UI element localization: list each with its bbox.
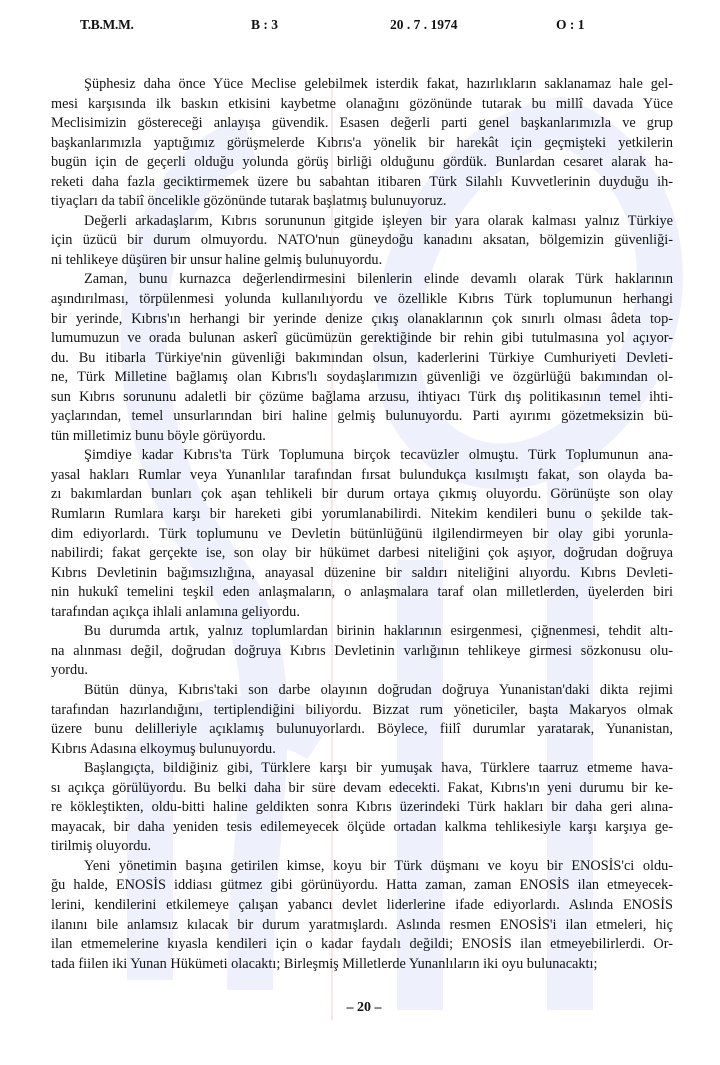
text-line: Şüphesiz daha önce Yüce Meclise gelebilmek isterdik fakat, hazırlıkların saklanamaz hale gel- bbox=[84, 76, 673, 92]
text-line: Kıbrıs Devletinin bağımsızlığına, anayasal düzenine bir saldırı niteliğini alıyordu. Kıbrıs Devleti- bbox=[51, 564, 673, 581]
text-line: bir yerinde, Kıbrıs'ın herhangi bir yerinde denize çıkış olanaklarının çok sınırlı olması âdeta top- bbox=[51, 310, 673, 327]
text-line: için üzücü bir durum olmuyordu. NATO'nun güneydoğu kanadını aksatan, bölgemizin güvenliği- bbox=[51, 232, 673, 249]
text-line: lumumuzun ve orada bulunan askerî gücümüzün gerektiğinde bir rehin gibi tutulmasına yol açıyor- bbox=[51, 330, 673, 347]
page-header bbox=[0, 17, 720, 39]
text-line: Bu durumda artık, yalnız toplumlardan birinin haklarının esirgenmesi, çiğnenmesi, tehdit altı- bbox=[84, 623, 673, 640]
text-line: mesi karşısında ilk baskın etkisini kaybetme olanağını gözönünde tutarak bu millî davada Yüce bbox=[51, 95, 673, 112]
paragraph bbox=[51, 75, 673, 212]
text-line: zı bakımlardan bunları çok aşan tehlikeli bir durum ortaya çıkmış oluyordu. Görünüşte son olay bbox=[51, 486, 673, 503]
paragraph bbox=[51, 446, 673, 622]
text-line: yordu. bbox=[51, 662, 88, 679]
text-line: tarafından açıkça ihlali anlamına geliyordu. bbox=[51, 603, 300, 620]
header-sitting: O : 1 bbox=[556, 17, 585, 32]
text-line: dim ediyorlardı. Türk toplumunu ve Devletin bütünlüğünü ilgilendirmeyen bir olay gibi yorunla- bbox=[51, 525, 673, 542]
text-line: aşındırılması, törpülenmesi yolunda kullanılıyordu ve özellikle Kıbrıs Türk toplumunun herhangi bbox=[51, 291, 673, 308]
text-line: bugün için de geçerli olduğu yolunda görüş birliği olduğunu gördük. Bunlardan cesaret alarak ha- bbox=[51, 154, 673, 171]
text-line: başkanlarımızla yaptığımız görüşmelerde Kıbrıs'a yönelik bir harekât için geçmişteki yetkilerin bbox=[51, 134, 673, 151]
text-line: nabilirdi; fakat gerçekte ise, son olay bir hükümet darbesi niteliğini çok aşıyor, doğrudan doğruya bbox=[51, 545, 673, 562]
paragraph bbox=[51, 212, 673, 271]
page-number: – 20 – bbox=[346, 1000, 382, 1015]
text-line: ğu halde, ENOSİS iddiası gütmez gibi görünüyordu. Hatta zaman, zaman ENOSİS ilan etmeyecek- bbox=[51, 877, 673, 894]
text-line: yaçlarından, temel unsurlarından biri haline gelmiş bulunuyordu. Parti ayırımı gözetmeksizin bü- bbox=[51, 408, 673, 425]
text-line: Başlangıçta, bildiğiniz gibi, Türklere karşı bir yumuşak hava, Türklere taarruz etmeme hava- bbox=[84, 760, 673, 777]
text-line: mayacak, bir daha yeniden tesis edilemeyecek ölçüde ortadan kalkma tehlikesiyle karşı karşıya ge- bbox=[51, 818, 673, 835]
paragraph bbox=[51, 622, 673, 681]
paragraph bbox=[51, 681, 673, 759]
page-footer bbox=[0, 1000, 720, 1016]
text-line: lerini, kendilerini etkilemeye çalışan yabancı devlet liderlerine ifade ediyorlardı. Aslında ENOSİS bbox=[51, 896, 673, 913]
text-line: ilan etmemelerine kıyasla kendileri için o kadar faydalı değildi; ENOSİS ilan etmeyebilirlerdi. Or- bbox=[51, 936, 673, 953]
text-line: tiyaçları da tabiî öncelikle gözönünde tutarak başlatmış bulunuyoruz. bbox=[51, 193, 447, 210]
text-line: ilanını bile anlamsız kılacak bir durum yaratmışlardı. Aslında resmen ENOSİS'i ilan etmeleri, hiç bbox=[51, 916, 673, 933]
text-line: sı açıkça görülüyordu. Bu belki daha bir süre devam edecekti. Fakat, Kıbrıs'ın yeni durumu bir ke- bbox=[51, 779, 673, 796]
header-institution: T.B.M.M. bbox=[80, 17, 134, 32]
text-line: tada fiilen iki Yunan Hükümeti olacaktı; Birleşmiş Milletlerde Yunanlıların iki oyu bulunacaktı; bbox=[51, 955, 598, 972]
document-body bbox=[51, 75, 673, 974]
text-line: na alınması değil, doğrudan doğruya Kıbrıs Devletinin varlığının tehlikeye girmesi sözkonusu olu- bbox=[51, 642, 673, 659]
text-line: reketi daha fazla geciktirmemek üzere bu sabahtan itibaren Türk Silahlı Kuvvetlerinin duyduğu ih- bbox=[51, 173, 673, 190]
paragraph bbox=[51, 759, 673, 857]
text-line: yasal hakları Rumlar veya Yunanlılar tarafından fırsat bulundukça kısılmıştı fakat, son olayda ba- bbox=[51, 466, 673, 483]
text-line: Zaman, bunu kurnazca değerlendirmesini bilenlerin elinde devamlı olarak Türk haklarının bbox=[84, 271, 673, 288]
text-line: Bütün dünya, Kıbrıs'taki son darbe olayının doğrudan doğruya Yunanistan'daki dikta rejimi bbox=[84, 681, 673, 698]
text-line: Kıbrıs Adasına elkoymuş bulunuyordu. bbox=[51, 740, 276, 757]
text-line: tirilmiş oluyordu. bbox=[51, 838, 152, 855]
text-line: üzere bunu delilleriyle açıklamış bulunuyorlardı. Böylece, fiilî durumlar yaratarak, Yunanistan, bbox=[51, 721, 673, 738]
text-line: Meclisimizin göstereceği anlayışa güvendik. Esasen değerli parti genel başkanlarımızla ve grup bbox=[51, 115, 673, 132]
text-line: nin hukukî temelini teşkil eden anlaşmaların, o anlaşmalara taraf olan milletlerden, üyelerden biri bbox=[51, 584, 673, 601]
text-line: Rumların Rumlara karşı bir hareketi gibi yorumlanabilirdi. Nitekim kendileri bunu o şekilde tak- bbox=[51, 506, 673, 523]
text-line: du. Bu itibarla Türkiye'nin güvenliği bakımından olsun, kaderlerini Türkiye Cumhuriyeti Devleti- bbox=[51, 349, 673, 366]
header-date: 20 . 7 . 1974 bbox=[390, 17, 458, 32]
text-line: ne, Türk Milletine bağlamış olan Kıbrıs'lı soydaşlarımızın güvenliği ve özgürlüğü bakımından ol- bbox=[51, 369, 673, 386]
text-line: tarafından hazırlandığını, tertiplendiğini biliyordu. Bizzat rum yöneticiler, başta Makaryos olmak bbox=[51, 701, 673, 718]
text-line: sun Kıbrıs sorununu adaletli bir çözüme bağlama arzusu, ihtiyacı Türk dış politikasının temel ihti- bbox=[51, 388, 673, 405]
header-session: B : 3 bbox=[251, 17, 278, 32]
text-line: re kökleştikten, oldu-bitti haline geldikten sonra Kıbrıs üzerindeki Türk hakları bir daha geri alına- bbox=[51, 799, 673, 816]
text-line: ni tehlikeye düşüren bir unsur haline gelmiş bulunuyordu. bbox=[51, 251, 383, 268]
paragraph bbox=[51, 270, 673, 446]
paragraph bbox=[51, 857, 673, 974]
text-line: Şimdiye kadar Kıbrıs'ta Türk Toplumuna birçok tecavüzler olmuştu. Türk Toplumunun ana- bbox=[84, 447, 673, 464]
text-line: tün milletimiz bunu böyle görüyordu. bbox=[51, 427, 266, 444]
text-line: Yeni yönetimin başına getirilen kimse, koyu bir Türk düşmanı ve koyu bir ENOSİS'ci oldu- bbox=[84, 857, 673, 874]
text-line: Değerli arkadaşlarım, Kıbrıs sorununun gitgide işleyen bir yara olarak kalması yalnız Türkiye bbox=[84, 212, 673, 229]
